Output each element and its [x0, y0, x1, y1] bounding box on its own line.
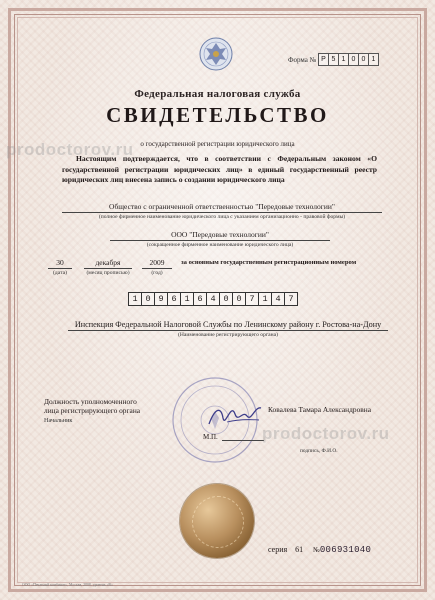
- date-day-caption: (дата): [53, 270, 67, 276]
- short-name-field: [110, 230, 330, 248]
- full-name-caption: (полное фирменное наименование юридического лица с указанием организационно - правовой формы): [98, 214, 346, 220]
- date-year-caption: (год): [151, 270, 163, 276]
- authority-field: [68, 320, 388, 338]
- seal-place-label: М.П.: [203, 433, 218, 441]
- date-year-field: [142, 258, 172, 276]
- signature-line: [222, 440, 264, 441]
- reg-number-cell: 0: [220, 292, 233, 306]
- date-month-value: декабря: [84, 258, 132, 269]
- agency-name: Федеральная налоговая служба: [134, 88, 301, 100]
- official-position-line-2: лица регистрирующего органа: [44, 406, 141, 415]
- hologram-ring: [192, 496, 244, 548]
- authority-caption: (Наименование регистрирующего органа): [177, 332, 278, 338]
- form-number-cell: 5: [329, 53, 339, 66]
- reg-number-cell: 4: [272, 292, 285, 306]
- reg-number-cell: 1: [128, 292, 142, 306]
- date-year-value: 2009: [142, 258, 172, 269]
- serial-number-sign: №: [313, 546, 320, 554]
- full-name-value: Общество с ограниченной ответственностью "Передовые технологии": [62, 202, 382, 213]
- signatory-name: Ковалева Тамара Александровна: [268, 405, 372, 414]
- official-position-value: Начальник: [44, 417, 73, 424]
- watermark-top: prodoctorov.ru: [6, 140, 134, 159]
- form-number-cell: 1: [339, 53, 349, 66]
- date-month-caption: (месяц прописью): [86, 270, 130, 276]
- reg-number-cell: 7: [246, 292, 259, 306]
- reg-number-cell: 0: [233, 292, 246, 306]
- date-day-field: [48, 258, 72, 276]
- short-name-caption: (сокращенное фирменное наименование юридического лица): [146, 242, 294, 248]
- handwritten-signature-icon: [205, 398, 265, 432]
- form-number-cell: 0: [359, 53, 369, 66]
- hologram-seal-icon: [180, 484, 254, 558]
- form-label: Форма №: [288, 56, 317, 64]
- document-title: СВИДЕТЕЛЬСТВО: [106, 103, 329, 127]
- date-month-field: [84, 258, 132, 276]
- official-position-label: [44, 397, 140, 415]
- intro-paragraph: Настоящим подтверждается, что в соответствии с Федеральным законом «О государственной регистрации юридических лиц» в единый государственный реестр юридических лиц внесена запись о создании юридического лица: [62, 154, 377, 184]
- printer-note: ООО «Печатный комбинат», Москва, 2008, уровень «В»: [22, 583, 113, 587]
- serial-number: [268, 545, 371, 555]
- official-position-line-1: Должность уполномоченного: [44, 397, 137, 406]
- registration-number-boxes: [128, 292, 298, 306]
- tax-service-emblem-icon: [198, 34, 234, 74]
- reg-number-cell: 4: [207, 292, 220, 306]
- date-day-value: 30: [48, 258, 72, 269]
- watermark-bottom: prodoctorov.ru: [262, 424, 390, 443]
- reg-number-cell: 7: [285, 292, 298, 306]
- reg-number-cell: 6: [194, 292, 207, 306]
- reg-number-cell: 1: [259, 292, 272, 306]
- document-subtitle: о государственной регистрации юридического лица: [140, 140, 295, 148]
- reg-number-cell: 6: [168, 292, 181, 306]
- registration-number-label: за основным государственным регистрационным номером: [181, 259, 357, 266]
- serial-code: 61: [295, 545, 304, 554]
- form-number-boxes: [318, 53, 379, 66]
- form-number-cell: 1: [369, 53, 379, 66]
- signature-caption: подпись, Ф.И.О.: [300, 448, 338, 454]
- serial-label: серия: [268, 545, 288, 554]
- form-number-cell: Р: [318, 53, 329, 66]
- full-name-field: [62, 202, 382, 220]
- authority-name: Инспекция Федеральной Налоговой Службы по Ленинскому району г. Ростова-на-Дону: [68, 320, 388, 331]
- serial-number-value: 006931040: [319, 545, 372, 555]
- short-name-value: ООО "Передовые технологии": [110, 230, 330, 241]
- reg-number-cell: 9: [155, 292, 168, 306]
- reg-number-cell: 1: [181, 292, 194, 306]
- reg-number-cell: 0: [142, 292, 155, 306]
- form-number-cell: 0: [349, 53, 359, 66]
